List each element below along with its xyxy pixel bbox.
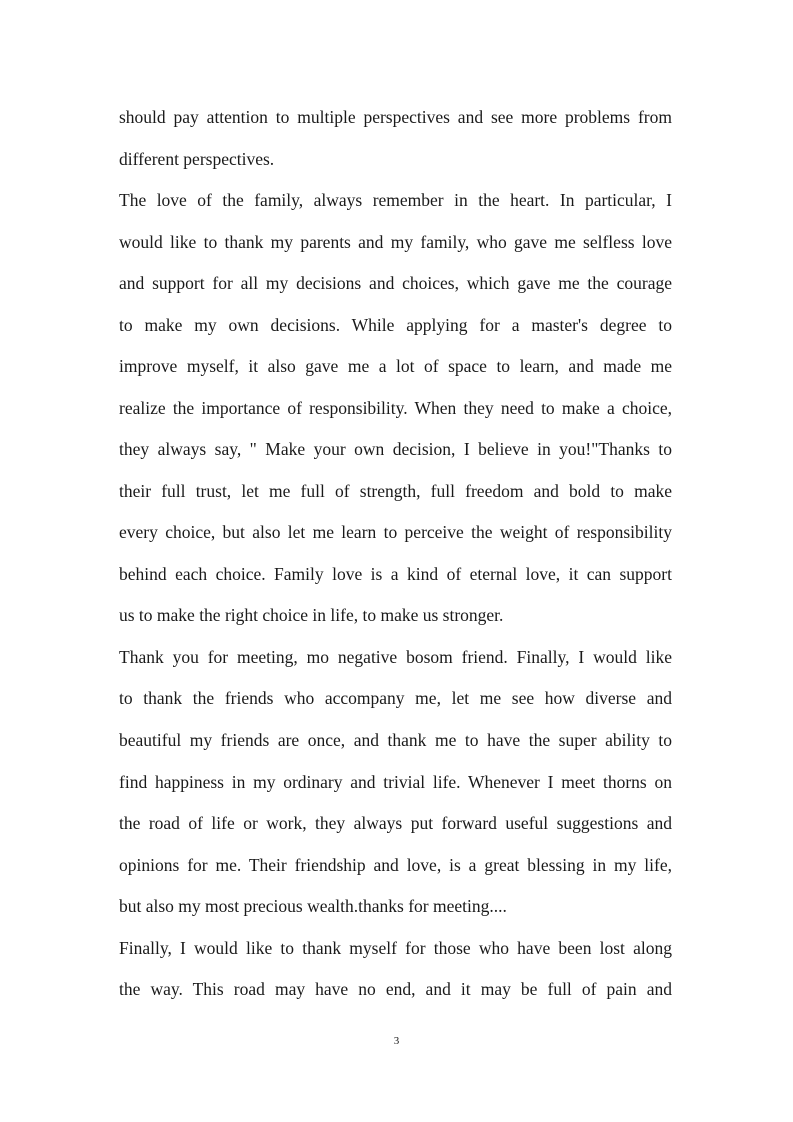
text-line-7: improve myself, it also gave me a lot of space to learn, and made me [119,356,672,376]
text-line-16: beautiful my friends are once, and thank me to have the super ability to [119,730,672,750]
text-line-13: us to make the right choice in life, to make us stronger. [119,605,504,625]
text-line-18: the road of life or work, they always put forward useful suggestions and [119,813,672,833]
text-line-1: should pay attention to multiple perspectives and see more problems from [119,107,672,127]
text-line-12: behind each choice. Family love is a kind of eternal love, it can support [119,564,672,584]
text-line-6: to make my own decisions. While applying for a master's degree to [119,315,672,335]
page-number: 3 [393,1035,400,1047]
text-line-11: every choice, but also let me learn to perceive the weight of responsibility [119,522,672,542]
text-line-8: realize the importance of responsibility. When they need to make a choice, [119,398,672,418]
text-line-14: Thank you for meeting, mo negative bosom friend. Finally, I would like [119,647,672,667]
text-line-2: different perspectives. [119,149,275,169]
text-line-9: they always say, " Make your own decision, I believe in you!"Thanks to [119,439,672,459]
text-line-5: and support for all my decisions and choices, which gave me the courage [119,273,672,293]
text-line-3: The love of the family, always remember in the heart. In particular, I [119,190,672,210]
text-line-15: to thank the friends who accompany me, let me see how diverse and [119,688,672,708]
text-line-20: but also my most precious wealth.thanks for meeting.... [119,896,507,916]
text-line-4: would like to thank my parents and my family, who gave me selfless love [119,232,672,252]
text-line-17: find happiness in my ordinary and trivial life. Whenever I meet thorns on [119,772,672,792]
text-line-10: their full trust, let me full of strength, full freedom and bold to make [119,481,672,501]
text-line-19: opinions for me. Their friendship and love, is a great blessing in my life, [119,855,672,875]
text-line-21: Finally, I would like to thank myself for those who have been lost along [119,938,672,958]
text-line-22: the way. This road may have no end, and it may be full of pain and [119,979,672,999]
